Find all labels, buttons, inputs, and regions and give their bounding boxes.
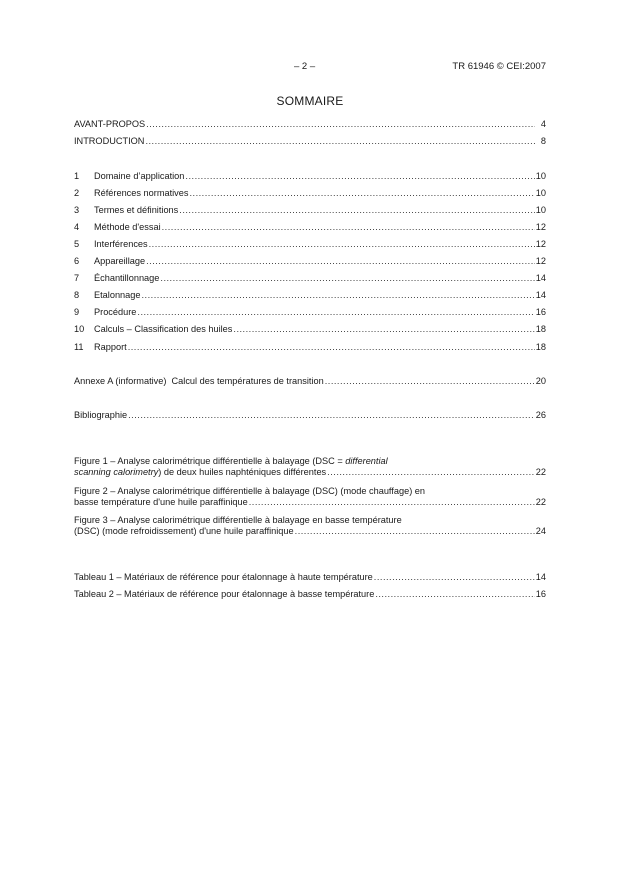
section-number: 9 xyxy=(74,307,80,317)
dot-leader xyxy=(162,221,535,234)
toc-entry-label: Bibliographie xyxy=(74,410,128,420)
dot-leader xyxy=(146,255,535,268)
dot-leader xyxy=(374,571,535,584)
dot-leader xyxy=(189,187,534,200)
section-number: 10 xyxy=(74,324,85,334)
page-title: SOMMAIRE xyxy=(276,94,344,108)
figure-caption-text: basse température d'une huile paraffinique xyxy=(74,497,248,507)
figure-caption-line xyxy=(74,466,326,479)
dot-leader xyxy=(375,588,534,601)
dot-leader xyxy=(325,375,535,388)
section-number: 4 xyxy=(74,222,80,232)
toc-entry-page: 8 xyxy=(540,136,546,146)
toc-entry-section-9[interactable] xyxy=(74,306,546,319)
toc-entry-page: 10 xyxy=(535,188,546,198)
dot-leader xyxy=(145,135,535,148)
section-number: 6 xyxy=(74,256,80,266)
toc-entry-page: 16 xyxy=(535,307,546,317)
toc-entry-page: 14 xyxy=(535,572,546,582)
section-number: 8 xyxy=(74,290,80,300)
toc-entry-label: Annexe A (informative) Calcul des températures de transition xyxy=(74,376,324,386)
toc-entry-label: Procédure xyxy=(94,307,137,317)
toc-entry-label: Interférences xyxy=(94,239,148,249)
toc-entry-page: 10 xyxy=(535,205,546,215)
toc-entry-page: 16 xyxy=(535,589,546,599)
toc-entry-label: Appareillage xyxy=(94,256,146,266)
toc-entry-bibliography[interactable] xyxy=(74,409,546,422)
toc-entry-section-10[interactable] xyxy=(74,323,546,336)
toc-entry-page: 26 xyxy=(535,410,546,420)
toc-entry-page: 24 xyxy=(535,526,546,536)
figure-caption-italic: scanning calorimetry xyxy=(74,467,159,477)
section-number: 7 xyxy=(74,273,80,283)
toc-entry-table-1[interactable] xyxy=(74,571,546,584)
toc-entry-label: INTRODUCTION xyxy=(74,136,145,146)
toc-entry-label: Échantillonnage xyxy=(94,273,160,283)
dot-leader xyxy=(149,238,535,251)
toc-entry-label: Méthode d'essai xyxy=(94,222,161,232)
dot-leader xyxy=(142,289,535,302)
dot-leader xyxy=(137,306,534,319)
document-reference: TR 61946 © CEI:2007 xyxy=(452,61,546,72)
toc-entry-page: 14 xyxy=(535,290,546,300)
figure-caption-text: Figure 1 – Analyse calorimétrique différentielle à balayage (DSC = xyxy=(74,456,346,466)
toc-entry-table-2[interactable] xyxy=(74,588,546,601)
dot-leader xyxy=(295,525,535,538)
dot-leader xyxy=(179,204,535,217)
toc-entry-label: Domaine d’application xyxy=(94,171,185,181)
toc-entry-label: Tableau 2 – Matériaux de référence pour étalonnage à basse température xyxy=(74,589,375,599)
toc-entry-page: 4 xyxy=(540,119,546,129)
toc-entry-introduction[interactable] xyxy=(74,135,546,148)
dot-leader xyxy=(233,323,534,336)
dot-leader xyxy=(327,466,535,479)
toc-entry-page: 10 xyxy=(535,171,546,181)
toc-entry-section-8[interactable] xyxy=(74,289,546,302)
section-number: 1 xyxy=(74,171,80,181)
toc-entry-page: 22 xyxy=(535,467,546,477)
figure-caption-row xyxy=(74,466,546,479)
toc-entry-label: Rapport xyxy=(94,342,127,352)
toc-entry-label: Références normatives xyxy=(94,188,189,198)
toc-entry-label: Termes et définitions xyxy=(94,205,179,215)
dot-leader xyxy=(128,341,535,354)
toc-entry-annex-a[interactable] xyxy=(74,375,546,388)
toc-entry-label: AVANT-PROPOS xyxy=(74,119,146,129)
toc-entry-section-3[interactable] xyxy=(74,204,546,217)
dot-leader xyxy=(185,170,534,183)
toc-entry-label: Calculs – Classification des huiles xyxy=(94,324,233,334)
dot-leader xyxy=(128,409,535,422)
toc-entry-page: 14 xyxy=(535,273,546,283)
section-number: 5 xyxy=(74,239,80,249)
toc-entry-section-4[interactable] xyxy=(74,221,546,234)
figure-caption-text: Figure 2 – Analyse calorimétrique différentielle à balayage (DSC) (mode chauffage) en xyxy=(74,486,426,496)
toc-entry-page: 12 xyxy=(535,239,546,249)
toc-entry-section-1[interactable] xyxy=(74,170,546,183)
toc-entry-section-11[interactable] xyxy=(74,341,546,354)
toc-entry-section-2[interactable] xyxy=(74,187,546,200)
toc-entry-page: 12 xyxy=(535,256,546,266)
section-number: 11 xyxy=(74,342,84,352)
figure-caption-italic: differential xyxy=(345,456,388,466)
figure-caption-text: ) de deux huiles naphténiques différentes xyxy=(158,467,327,477)
section-number: 3 xyxy=(74,205,80,215)
dot-leader xyxy=(146,118,535,131)
toc-entry-page: 18 xyxy=(535,342,546,352)
toc-entry-section-7[interactable] xyxy=(74,272,546,285)
toc-entry-label: Tableau 1 – Matériaux de référence pour étalonnage à haute température xyxy=(74,572,373,582)
figure-caption-text: (DSC) (mode refroidissement) d'une huile paraffinique xyxy=(74,526,294,536)
toc-entry-page: 12 xyxy=(535,222,546,232)
toc-entry-page: 20 xyxy=(535,376,546,386)
toc-entry-page: 18 xyxy=(535,324,546,334)
toc-entry-section-5[interactable] xyxy=(74,238,546,251)
figure-caption-text: Figure 3 – Analyse calorimétrique différentielle à balayage en basse température xyxy=(74,515,402,525)
toc-entry-page: 22 xyxy=(535,497,546,507)
figure-caption-row xyxy=(74,496,546,509)
section-number: 2 xyxy=(74,188,80,198)
figure-caption-row xyxy=(74,525,546,538)
toc-entry-section-6[interactable] xyxy=(74,255,546,268)
toc-entry-avant-propos[interactable] xyxy=(74,118,546,131)
dot-leader xyxy=(160,272,534,285)
toc-entry-label: Etalonnage xyxy=(94,290,141,300)
page-number: – 2 – xyxy=(294,61,316,72)
dot-leader xyxy=(249,496,535,509)
